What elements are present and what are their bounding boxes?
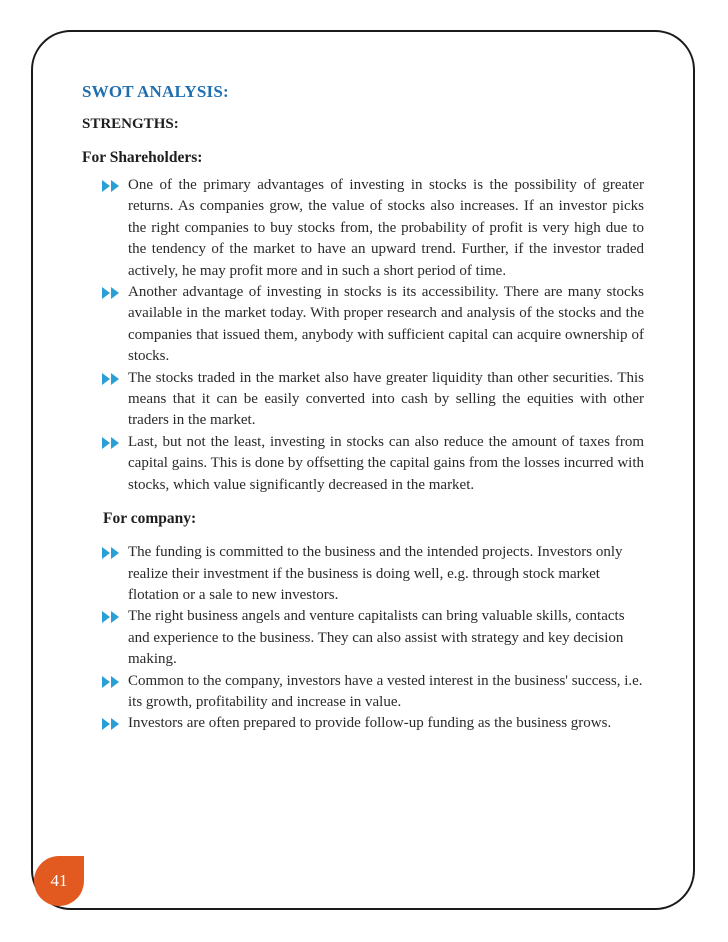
list-item [82,671,644,714]
list-item [82,175,644,282]
double-arrow-right-icon [102,718,121,730]
list-item [82,282,644,368]
page-number-badge: 41 [34,856,84,906]
list-item-text: The right business angels and venture capitalists can bring valuable skills, contacts and experience to the business. They can also assist with strategy and key decision making. [128,608,625,668]
list-item [82,713,644,734]
subheading-shareholders: For Shareholders: [82,149,203,166]
double-arrow-right-icon [102,287,121,299]
double-arrow-right-icon [102,676,121,688]
double-arrow-right-icon [102,437,121,449]
list-item-text: The stocks traded in the market also have greater liquidity than other securities. This means that it can be easily converted into cash by selling the equities with other traders in the market. [128,369,644,429]
list-item-text: Another advantage of investing in stocks is its accessibility. There are many stocks available in the market today. With proper research and analysis of the stocks and the companies that issued them, anybody with sufficient capital can acquire ownership of stocks. [128,284,644,365]
list-item-text: Last, but not the least, investing in stocks can also reduce the amount of taxes from capital gains. This is done by offsetting the capital gains from the losses incurred with stocks, which value significantly decreased in the market. [128,433,644,493]
list-item-text: Common to the company, investors have a vested interest in the business' success, i.e. its growth, profitability and increase in value. [128,672,643,710]
double-arrow-right-icon [102,373,121,385]
list-item-text: Investors are often prepared to provide follow-up funding as the business grows. [128,715,612,732]
document-title: SWOT ANALYSIS: [82,82,229,101]
section-heading-strengths: STRENGTHS: [82,116,179,132]
list-item [82,432,644,496]
company-list [82,542,644,735]
double-arrow-right-icon [102,611,121,623]
list-item-text: The funding is committed to the business and the intended projects. Investors only realize their investment if the business is doing well, e.g. through stock market flotation or a sale to new investors. [128,544,623,603]
subheading-company: For company: [103,510,197,528]
list-item [82,542,644,606]
list-item-text: One of the primary advantages of investing in stocks is the possibility of greater returns. As companies grow, the value of stocks also increases. If an investor picks the right companies to buy stocks from, the probability of profit is very high due to the tendency of the market to have an upward trend. Further, if the investor traded actively, he may profit more and in such a short period of time. [128,177,644,279]
shareholders-list [82,175,644,496]
double-arrow-right-icon [102,547,121,559]
list-item [82,368,644,432]
page-content [82,82,644,735]
double-arrow-right-icon [102,180,121,192]
list-item [82,606,644,670]
